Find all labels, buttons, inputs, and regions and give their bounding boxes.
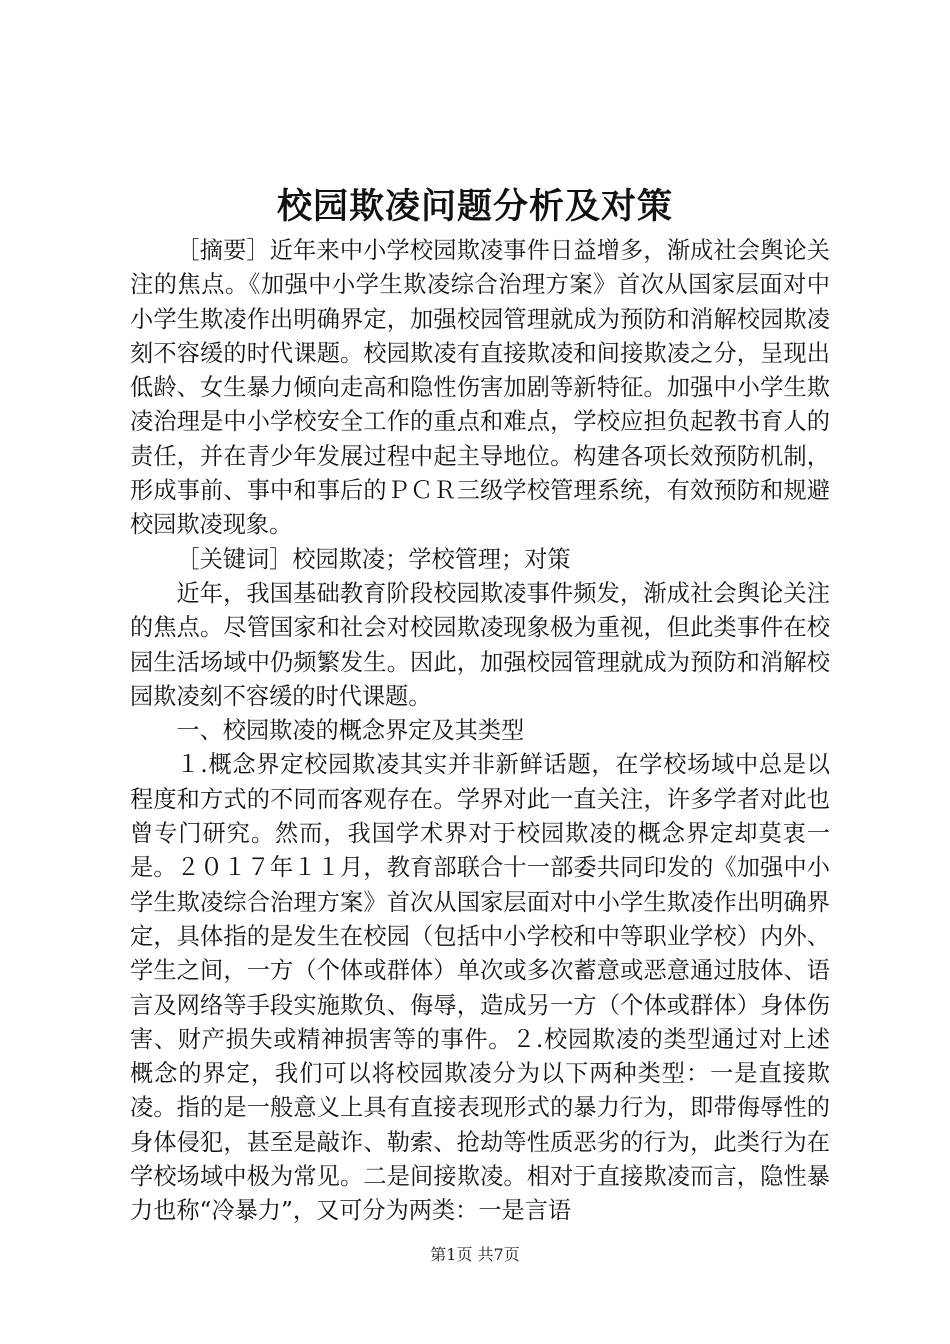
abstract-paragraph: ［摘要］近年来中小学校园欺凌事件日益增多，渐成社会舆论关注的焦点。《加强中小学生欺凌综合治理方案》首次从国家层面对中小学生欺凌作出明确界定，加强校园管理就成为预防和消解校园欺凌刻不容缓的时代课题。校园欺凌有直接欺凌和间接欺凌之分，呈现出低龄、女生暴力倾向走高和隐性伤害加剧等新特征。加强中小学生欺凌治理是中小学校安全工作的重点和难点，学校应担负起教书育人的责任，并在青少年发展过程中起主导地位。构建各项长效预防机制，形成事前、事中和事后的ＰＣＲ三级学校管理系统，有效预防和规避校园欺凌现象。 [130,237,830,539]
intro-paragraph: 近年，我国基础教育阶段校园欺凌事件频发，渐成社会舆论关注的焦点。尽管国家和社会对校园欺凌现象极为重视，但此类事件在校园生活场域中仍频繁发生。因此，加强校园管理就成为预防和消解校园欺凌刻不容缓的时代课题。 [130,579,830,710]
document-body [130,234,830,1229]
body-paragraph: １.概念界定校园欺凌其实并非新鲜话题，在学校场域中总是以程度和方式的不同而客观存在。学界对此一直关注，许多学者对此也曾专门研究。然而，我国学术界对于校园欺凌的概念界定却莫衷一是。２０１７年１１月，教育部联合十一部委共同印发的《加强中小学生欺凌综合治理方案》首次从国家层面对中小学生欺凌作出明确界定，具体指的是发生在校园（包括中小学校和中等职业学校）内外、学生之间，一方（个体或群体）单次或多次蓄意或恶意通过肢体、语言及网络等手段实施欺负、侮辱，造成另一方（个体或群体）身体伤害、财产损失或精神损害等的事件。２.校园欺凌的类型通过对上述概念的界定，我们可以将校园欺凌分为以下两种类型：一是直接欺凌。指的是一般意义上具有直接表现形式的暴力行为，即带侮辱性的身体侵犯，甚至是敲诈、勒索、抢劫等性质恶劣的行为，此类行为在学校场域中极为常见。二是间接欺凌。相对于直接欺凌而言，隐性暴力也称“冷暴力”，又可分为两类：一是言语 [130,751,830,1225]
section-heading: 一、校园欺凌的概念界定及其类型 [176,717,525,745]
document-title: 校园欺凌问题分析及对策 [276,186,673,227]
keywords-paragraph: ［关键词］校园欺凌；学校管理；对策 [176,545,571,573]
page-footer: 第1页 共7页 [430,1245,520,1264]
